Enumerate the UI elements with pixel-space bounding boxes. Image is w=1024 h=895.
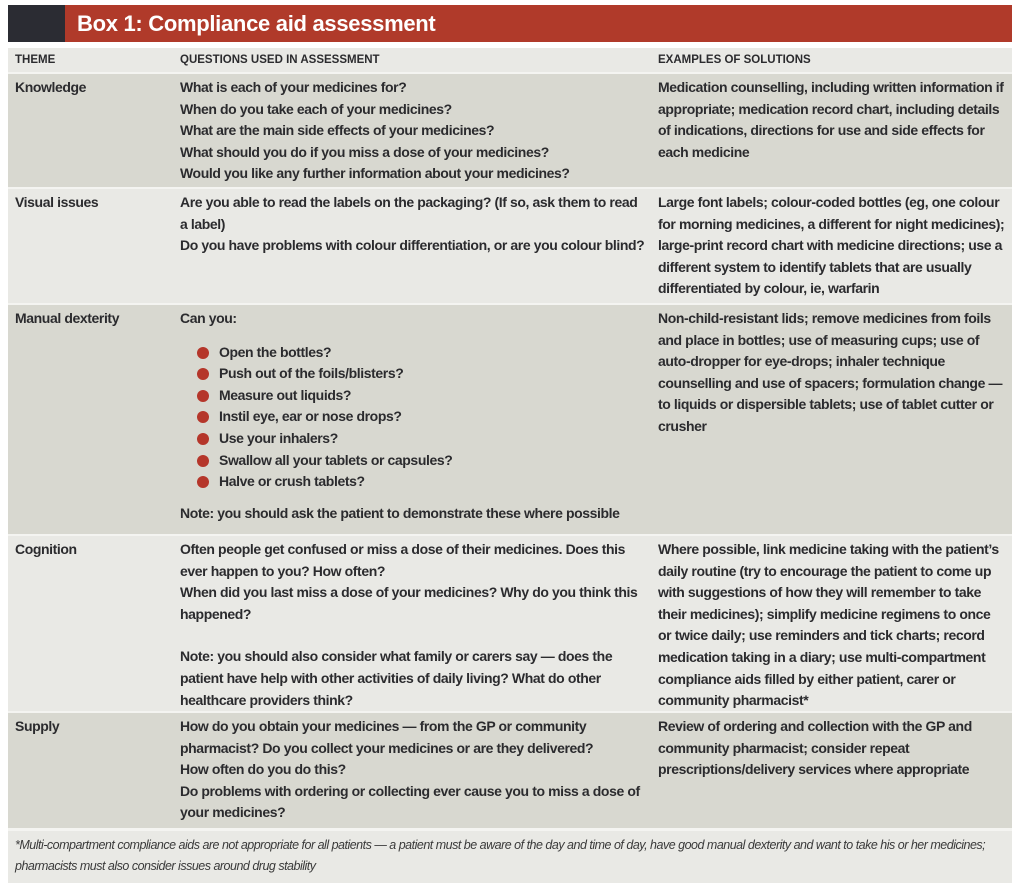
compliance-aid-box [8,5,1012,883]
solutions-cell: Review of ordering and collection with the GP and community pharmacist; consider repeat prescriptions/delivery services where appropriate [658,718,972,778]
table-row-visual-issues [8,189,1012,305]
assessment-table [8,48,1012,883]
table-row-supply [8,713,1012,831]
question: Often people get confused or miss a dose of their medicines. Does this ever happen to you? How often? [180,541,625,579]
questions-cell [172,305,652,534]
box-title: Box 1: Compliance aid assessment [65,5,1012,42]
question: Do you have problems with colour differentiation, or are you colour blind? [180,237,645,254]
table-row-manual-dexterity [8,305,1012,536]
questions-cell [172,536,652,716]
column-header-theme: THEME [15,54,56,66]
table-header-row [8,48,1012,74]
table-row-cognition [8,536,1012,713]
list-item-text: Use your inhalers? [219,429,338,446]
list-item [197,450,645,472]
list-item [197,363,645,385]
bullet-icon [197,455,209,467]
solutions-cell: Large font labels; colour-coded bottles (eg, one colour for morning medicines, a different for night medicines); large-print record chart with medicine directions; use a different system to identify tablets that are usually differentiated by colour, ie, warfarin [658,194,1005,297]
bullet-icon [197,411,209,423]
bullet-icon [197,368,209,380]
question: What should you do if you miss a dose of your medicines? [180,143,549,160]
question: Would you like any further information about your medicines? [180,165,570,182]
title-accent-block [8,5,65,42]
question: How do you obtain your medicines — from the GP or community pharmacist? Do you collect your medicines or are they delivered? [180,718,594,756]
note: Note: you should also consider what family or carers say — does the patient have help with other activities of daily living? What do other healthcare providers think? [180,648,613,708]
list-item-text: Measure out liquids? [219,386,352,403]
question: What is each of your medicines for? [180,79,407,95]
list-item [197,342,645,364]
solutions-cell: Where possible, link medicine taking with the patient’s daily routine (try to encourage the patient to come up with suggestions of how they will remember to take their medicines); simplify medicine regimens to once or twice daily; use reminders and tick charts; record medication taking in a diary; use multi-compartment compliance aids filled by either patient, carer or community pharmacist* [658,541,999,709]
list-item [197,406,645,428]
theme-cell: Visual issues [15,194,99,210]
question: Are you able to read the labels on the packaging? (If so, ask them to read a label) [180,194,638,232]
list-item [197,385,645,407]
question: What are the main side effects of your medicines? [180,122,495,139]
table-row-knowledge [8,74,1012,189]
list-item [197,428,645,450]
list-item-text: Open the bottles? [219,343,332,360]
question: Do problems with ordering or collecting ever cause you to miss a dose of your medicines? [180,782,640,821]
column-header-solutions: EXAMPLES OF SOLUTIONS [658,54,811,66]
question: When did you last miss a dose of your medicines? Why do you think this happened? [180,584,638,622]
questions-cell [172,74,652,189]
question: How often do you do this? [180,761,346,778]
question: When do you take each of your medicines? [180,100,452,117]
theme-cell: Manual dexterity [15,310,120,326]
bullet-icon [197,390,209,402]
theme-cell: Knowledge [15,79,87,95]
solutions-cell: Medication counselling, including written information if appropriate; medication record chart, including details of indications, directions for use and side effects for each medicine [658,79,1004,160]
bullet-icon [197,433,209,445]
title-bar [8,5,1012,42]
bullet-icon [197,347,209,359]
dexterity-checklist [180,342,645,493]
questions-cell [172,713,652,828]
list-item-text: Push out of the foils/blisters? [219,365,404,382]
bullet-icon [197,476,209,488]
questions-cell [172,189,652,304]
list-item-text: Halve or crush tablets? [219,473,365,490]
footnote: *Multi-compartment compliance aids are not appropriate for all patients — a patient must be aware of the day and time of day, have good manual dexterity and want to take his or her medicines; pharmacists must also consider issues around drug stability [8,831,1012,883]
theme-cell: Cognition [15,541,77,557]
question-intro: Can you: [180,310,237,326]
solutions-cell: Non-child-resistant lids; remove medicines from foils and place in bottles; use of measuring cups; use of auto-dropper for eye-drops; inhaler technique counselling and use of spacers; formulation change — to liquids or dispersible tablets; use of tablet cutter or crusher [658,310,1003,434]
list-item-text: Swallow all your tablets or capsules? [219,451,453,468]
list-item [197,471,645,493]
note: Note: you should ask the patient to demonstrate these where possible [180,504,620,521]
list-item-text: Instil eye, ear or nose drops? [219,408,402,425]
theme-cell: Supply [15,718,60,734]
column-header-questions: QUESTIONS USED IN ASSESSMENT [180,54,380,66]
